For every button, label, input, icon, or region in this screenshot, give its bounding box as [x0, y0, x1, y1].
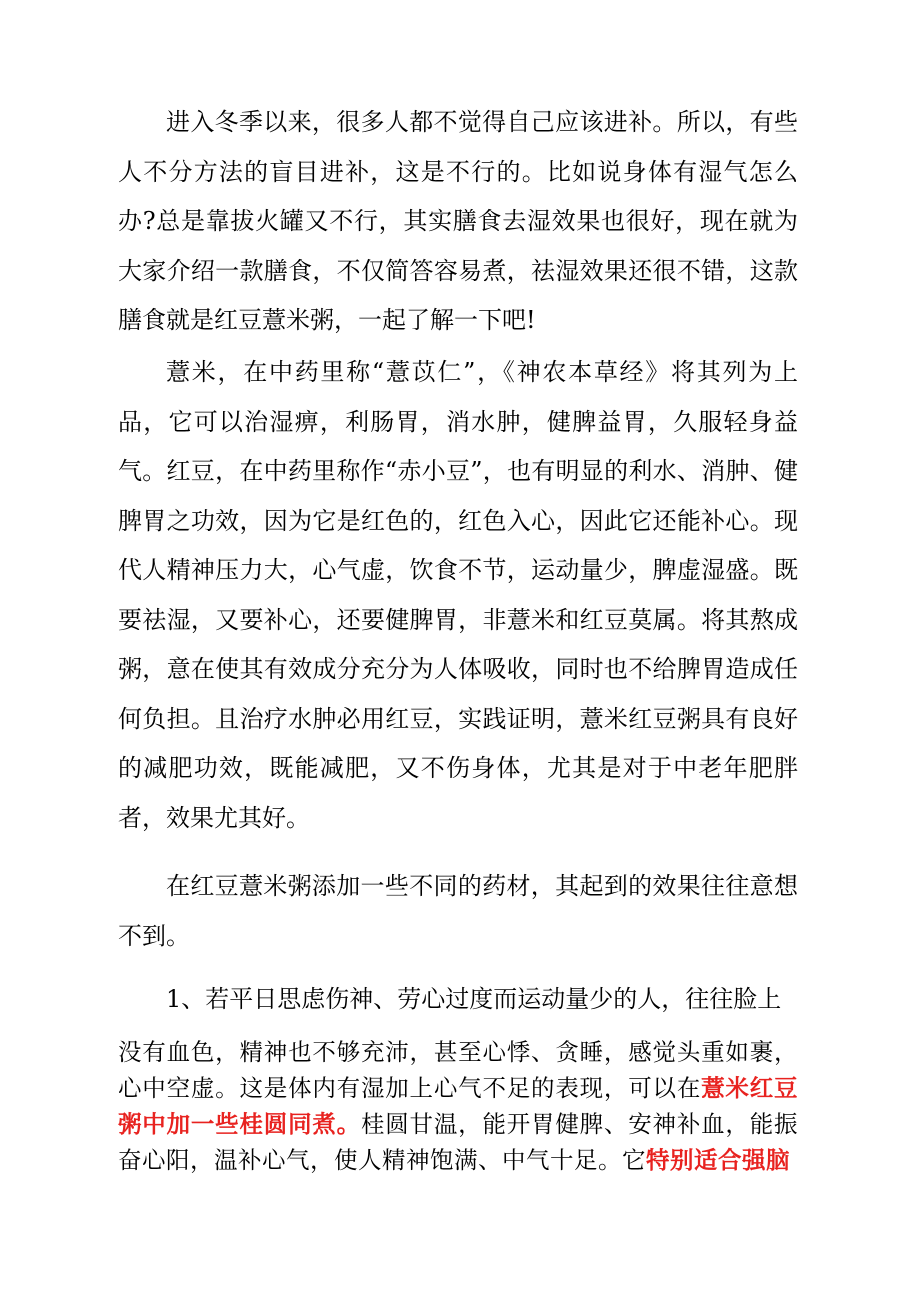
- highlighted-text: 薏米红豆粥中加一些桂圆同煮。: [118, 1074, 799, 1138]
- paragraph-coix-red-bean: 薏米，在中药里称“薏苡仁”，《神农本草经》将其列为上品，它可以治湿痹，利肠胃，消水肿，健脾益胃，久服轻身益气。红豆，在中药里称作“赤小豆”，也有明显的利水、消肿、健脾胃之功效，因为它是红色的，红色入心，因此它还能补心。现代人精神压力大，心气虚，饮食不节，运动量少，脾虚湿盛。既要祛湿，又要补心，还要健脾胃，非薏米和红豆莫属。将其熬成粥，意在使其有效成分充分为人体吸收，同时也不给脾胃造成任何负担。且治疗水肿必用红豆，实践证明，薏米红豆粥具有良好的减肥功效，既能减肥，又不伤身体，尤其是对于中老年肥胖者，效果尤其好。: [118, 358, 798, 832]
- highlighted-text: 特别适合强脑: [646, 1146, 790, 1174]
- paragraph-text: 没有血色，精神也不够充沛，甚至心悸、贪睡，感觉头重如裹，心中空虚。这是体内有湿加上心气不足的表现，可以在: [118, 1038, 798, 1102]
- paragraph-intro: 进入冬季以来，很多人都不觉得自己应该进补。所以，有些人不分方法的盲目进补，这是不行的。比如说身体有湿气怎么办?总是靠拔火罐又不行，其实膳食去湿效果也很好，现在就为大家介绍一款膳食，不仅简答容易煮，祛湿效果还很不错，这款膳食就是红豆薏米粥，一起了解一下吧!: [118, 108, 798, 334]
- paragraph-text: 桂圆甘温，能开胃健脾、安神补血，能振奋心阳，温补心气，使人精神饱满、中气十足。它: [118, 1110, 799, 1174]
- paragraph-item-1-continued: [118, 1034, 798, 1178]
- paragraph-item-1: 1、若平日思虑伤神、劳心过度而运动量少的人，往往脸上: [166, 985, 782, 1013]
- paragraph-additions: 在红豆薏米粥添加一些不同的药材，其起到的效果往往意想不到。: [118, 872, 798, 950]
